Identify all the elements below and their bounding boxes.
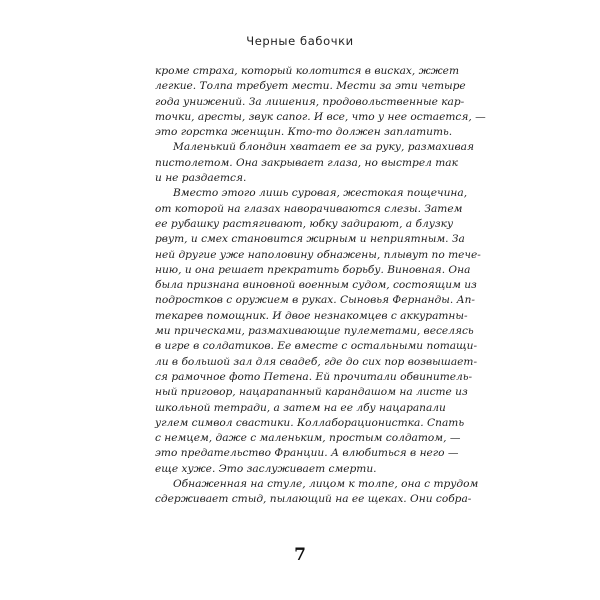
text-line: текарев помощник. И двое незнакомцев с аккуратны- bbox=[155, 309, 468, 322]
text-line: школьной тетради, а затем на ее лбу нацарапали bbox=[155, 401, 446, 414]
text-line: Маленький блондин хватает ее за руку, размахивая bbox=[173, 141, 474, 154]
text-line: подростков с оружием в руках. Сыновья Фернанды. Ап- bbox=[155, 294, 476, 307]
text-line: и не раздается. bbox=[155, 172, 247, 185]
text-line: это горстка женщин. Кто-то должен заплатить. bbox=[155, 126, 453, 139]
text-line: ми прическами, размахивающие пулеметами, веселясь bbox=[155, 325, 474, 338]
text-line: нию, и она решает прекратить борьбу. Виновная. Она bbox=[155, 263, 471, 276]
text-line: была признана виновной военным судом, состоящим из bbox=[155, 279, 477, 292]
text-line: точки, аресты, звук сапог. И все, что у нее остается, — bbox=[155, 110, 486, 123]
text-line: пистолетом. Она закрывает глаза, но выстрел так bbox=[155, 156, 458, 169]
text-line: от которой на глазах наворачиваются слезы. Затем bbox=[155, 202, 463, 215]
page-number: 7 bbox=[294, 545, 306, 565]
text-line: Обнаженная на стуле, лицом к толпе, она с трудом bbox=[173, 478, 479, 491]
text-line: углем символ свастики. Коллаборационистка. Спать bbox=[155, 416, 465, 429]
text-line: ней другие уже наполовину обнажены, плывут по тече- bbox=[155, 248, 481, 261]
text-line: Вместо этого лишь суровая, жестокая пощечина, bbox=[173, 187, 468, 200]
text-line: ее рубашку растягивают, юбку задирают, а блузку bbox=[155, 217, 454, 230]
text-line: ли в большой зал для свадеб, где до сих пор возвышает- bbox=[155, 355, 478, 368]
text-line: ся рамочное фото Петена. Ей прочитали обвинитель- bbox=[155, 370, 473, 383]
text-line: года унижений. За лишения, продовольственные кар- bbox=[155, 95, 465, 108]
text-line: сдерживает стыд, пылающий на ее щеках. Они собра- bbox=[155, 493, 472, 506]
text-line: это предательство Франции. А влюбиться в него — bbox=[155, 447, 459, 460]
text-line: еще хуже. Это заслуживает смерти. bbox=[155, 462, 377, 475]
text-line: легкие. Толпа требует мести. Мести за эти четыре bbox=[155, 80, 466, 93]
text-line: рвут, и смех становится жирным и неприятным. За bbox=[155, 233, 465, 246]
text-line: с немцем, даже с маленьким, простым солдатом, — bbox=[155, 432, 461, 445]
text-line: кроме страха, который колотится в висках, жжет bbox=[155, 65, 459, 77]
running-title: Черные бабочки bbox=[246, 34, 354, 48]
body-text bbox=[155, 64, 486, 508]
text-line: ный приговор, нацарапанный карандашом на листе из bbox=[155, 386, 468, 399]
text-line: в игре в солдатиков. Ее вместе с остальными потащи- bbox=[155, 340, 478, 353]
